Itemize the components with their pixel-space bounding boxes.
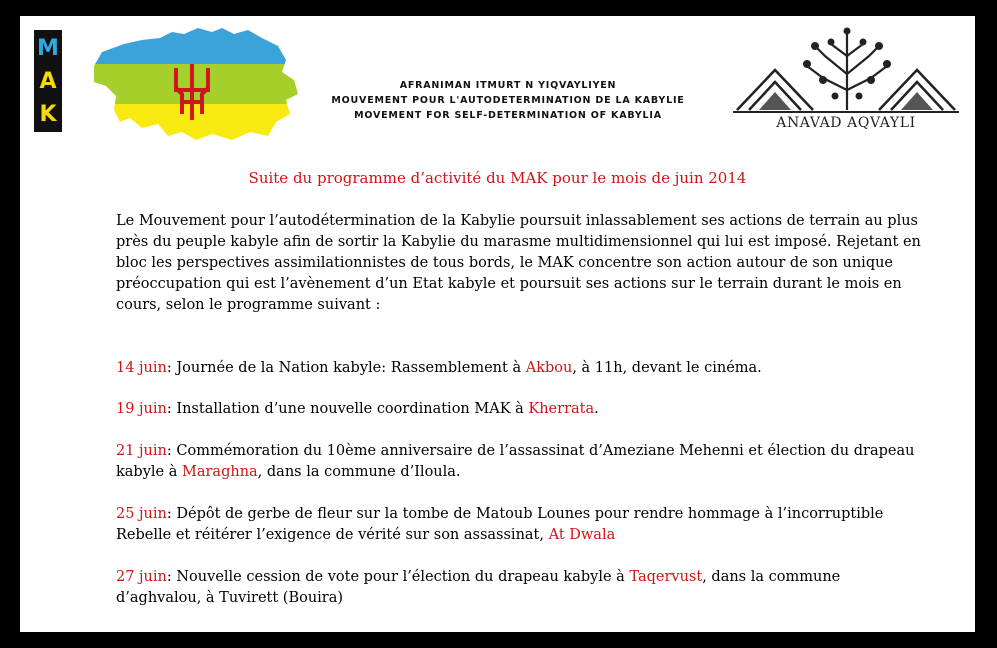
organization-header: [292, 78, 724, 123]
event-text-end: , dans la commune d’Iloula.: [257, 464, 461, 480]
event-item: [116, 504, 926, 546]
event-text: : Nouvelle cession de vote pour l’élection du drapeau kabyle à: [166, 569, 630, 585]
event-text-end: .: [594, 401, 599, 417]
event-date: 21 juin: [116, 443, 167, 459]
intro-paragraph: Le Mouvement pour l’autodétermination de la Kabylie poursuit inlassablement ses actions de terrain au plus près du peuple kabyle afin de sortir la Kabylie du marasme multidimensionnel qui lui est imposé. Rejetant en bloc les perspectives assimilationnistes de tous bords, le MAK concentre son action autour de son unique préoccupation qui est l’avènement d’un Etat kabyle et poursuit ses actions sur le terrain durant le mois en cours, selon le programme suivant :: [116, 213, 921, 313]
mak-logo-letters: [34, 30, 62, 132]
event-text-end: , à 11h, devant le cinéma.: [572, 360, 762, 376]
event-date: 14 juin: [116, 360, 167, 376]
header-line-kabyle: AFRANIMAN ITMURT N YIQVAYLIYEN: [399, 80, 617, 91]
event-place: Akbou: [525, 360, 573, 376]
event-text: : Installation d’une nouvelle coordination MAK à: [166, 401, 529, 417]
event-date: 19 juin: [116, 401, 167, 417]
event-item: [116, 399, 926, 420]
document-title: Suite du programme d’activité du MAK pour le mois de juin 2014: [248, 169, 747, 187]
event-text: : Journée de la Nation kabyle: Rassemblement à: [166, 360, 526, 376]
event-date: 25 juin: [116, 506, 167, 522]
logo-letter-m: M: [37, 36, 59, 61]
event-place: At Dwala: [548, 527, 616, 543]
kabylie-map-flag-icon: [72, 24, 312, 144]
event-place: Kherrata: [528, 401, 595, 417]
header-line-french: MOUVEMENT POUR L'AUTODETERMINATION DE LA KABYLIE: [331, 95, 685, 106]
event-text-end: , dans la commune d’aghvalou, à Tuvirett (Bouira): [116, 569, 841, 606]
event-item: [116, 441, 926, 483]
logo-letter-k: K: [39, 102, 57, 127]
event-place: Taqervust: [629, 569, 703, 585]
anavad-emblem-icon: [727, 26, 965, 131]
event-text: : Dépôt de gerbe de fleur sur la tombe de Matoub Lounes pour rendre hommage à l’incorruptible Rebelle et réitérer l’exigence de vérité sur son assassinat,: [116, 506, 884, 543]
event-item: [116, 567, 926, 609]
document-page: [20, 16, 975, 632]
event-item: [116, 358, 926, 379]
emblem-text: ANAVAD AQVAYLI: [776, 115, 916, 131]
header-line-english: MOVEMENT FOR SELF-DETERMINATION OF KABYLIA: [354, 110, 662, 121]
logo-letter-a: A: [39, 69, 57, 94]
event-place: Maraghna: [182, 464, 258, 480]
event-date: 27 juin: [116, 569, 167, 585]
event-text: : Commémoration du 10ème anniversaire de l’assassinat d’Ameziane Mehenni et élection du drapeau kabyle à: [116, 443, 915, 480]
